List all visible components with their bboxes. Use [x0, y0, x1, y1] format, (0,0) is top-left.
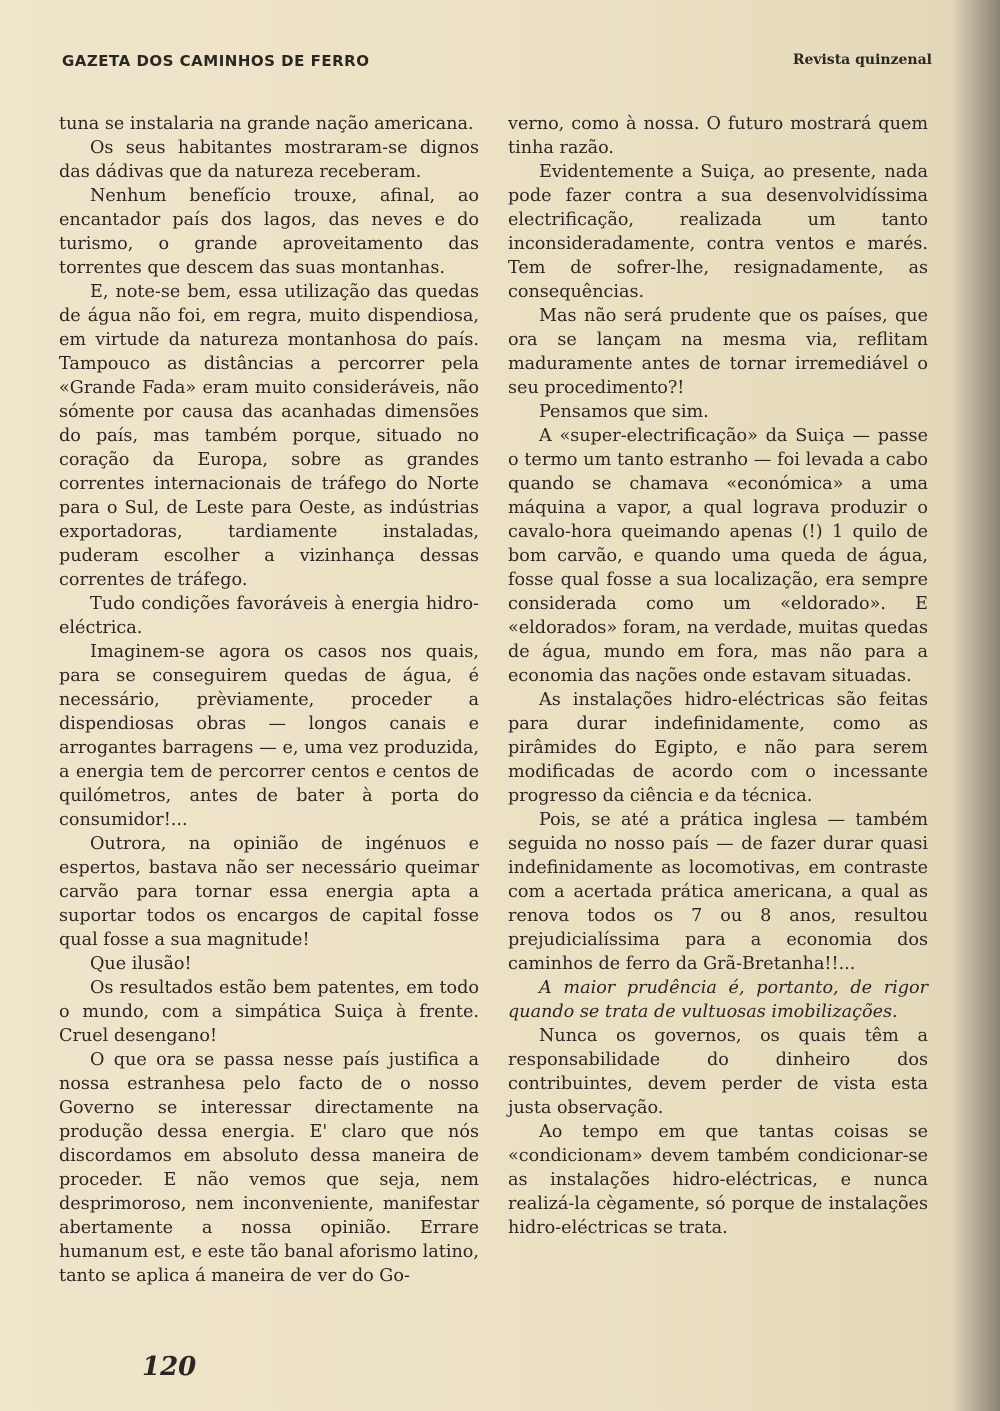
running-header-subtitle: Revista quinzenal [792, 52, 932, 68]
page-number: 120 [142, 1352, 197, 1382]
paragraph: Pois, se até a prática inglesa — também seguida no nosso país — de fazer durar quasi indefinidamente as locomotivas, em contraste com a acertada prática americana, a qual as renova todos os 7 ou 8 anos, resultou prejudicialíssima para a economia dos caminhos de ferro da Grã-Bretanha!!... [508, 810, 928, 974]
paragraph: tuna se instalaria na grande nação americana. [59, 114, 474, 134]
paragraph: Imaginem-se agora os casos nos quais, para se conseguirem quedas de água, é necessário, prèviamente, proceder a dispendiosas obras — longos canais e arrogantes barragens — e, uma vez produzida, a energia tem de percorrer centos e centos de quilómetros, antes de bater à porta do consumidor!... [59, 642, 479, 830]
paragraph: Tudo condições favoráveis à energia hidro-eléctrica. [59, 594, 479, 638]
paragraph: As instalações hidro-eléctricas são feitas para durar indefinidamente, como as pirâmides do Egipto, e não para serem modificadas de acordo com o incessante progresso da ciência e da técnica. [508, 690, 928, 806]
paragraph: Nenhum benefício trouxe, afinal, ao encantador país dos lagos, das neves e do turismo, o grande aproveitamento das torrentes que descem das suas montanhas. [59, 186, 479, 278]
paragraph: E, note-se bem, essa utilização das quedas de água não foi, em regra, muito dispendiosa, em virtude da natureza montanhosa do país. Tampouco as distâncias a percorrer pela «Grande Fada» eram muito consideráveis, não sómente por causa das acanhadas dimensões do país, mas também porque, situado no coração da Europa, sobre as grandes correntes internacionais de tráfego do Norte para o Sul, de Leste para Oeste, as indústrias exportadoras, tardiamente instaladas, puderam escolher a vizinhança dessas correntes de tráfego. [59, 282, 479, 590]
italic-paragraph: A maior prudência é, portanto, de rigor quando se trata de vultuosas imobilizações. [508, 978, 928, 1022]
left-column [59, 112, 479, 1288]
paragraph: Outrora, na opinião de ingénuos e espertos, bastava não ser necessário queimar carvão para tornar essa energia apta a suportar todos os encargos de capital fosse qual fosse a sua magnitude! [59, 834, 479, 950]
paragraph: Ao tempo em que tantas coisas se «condicionam» devem também condicionar-se as instalações hidro-eléctricas, e nunca realizá-la cègamente, só porque de instalações hidro-eléctricas se trata. [508, 1122, 928, 1238]
paragraph: A «super-electrificação» da Suiça — passe o termo um tanto estranho — foi levada a cabo quando se chamava «económica» a uma máquina a vapor, a qual lograva produzir o cavalo-hora queimando apenas (!) 1 quilo de bom carvão, e quando uma queda de água, fosse qual fosse a sua localização, era sempre considerada como um «eldorado». E «eldorados» foram, na verdade, muitas quedas de água, mundo em fora, mas não para a economia das nações onde estavam situadas. [508, 426, 928, 686]
paragraph: Que ilusão! [90, 954, 192, 974]
paragraph: Os resultados estão bem patentes, em todo o mundo, com a simpática Suiça à frente. Cruel desengano! [59, 978, 479, 1046]
paragraph: O que ora se passa nesse país justifica a nossa estranhesa pelo facto de o nosso Governo se interessar directamente na produção dessa energia. E' claro que nós discordamos em absoluto dessa maneira de proceder. E não vemos que seja, nem desprimoroso, nem inconveniente, manifestar abertamente a nossa opinião. Errare humanum est, e este tão banal aforismo latino, tanto se aplica á maneira de ver do Go- [59, 1050, 479, 1286]
paragraph: Nunca os governos, os quais têm a responsabilidade do dinheiro dos contribuintes, devem perder de vista esta justa observação. [508, 1026, 928, 1118]
paragraph: Evidentemente a Suiça, ao presente, nada pode fazer contra a sua desenvolvidíssima electrificação, realizada um tanto inconsideradamente, contra ventos e marés. Tem de sofrer-lhe, resignadamente, as consequências. [508, 162, 928, 302]
paragraph: Pensamos que sim. [539, 402, 709, 422]
paragraph: Mas não será prudente que os países, que ora se lançam na mesma via, reflitam maduramente antes de tornar irremediável o seu procedimento?! [508, 306, 928, 398]
paragraph: Os seus habitantes mostraram-se dignos das dádivas que da natureza receberam. [59, 138, 479, 182]
running-header-title: GAZETA DOS CAMINHOS DE FERRO [62, 52, 370, 70]
paragraph: verno, como à nossa. O futuro mostrará quem tinha razão. [508, 114, 928, 158]
right-column [508, 112, 928, 1240]
